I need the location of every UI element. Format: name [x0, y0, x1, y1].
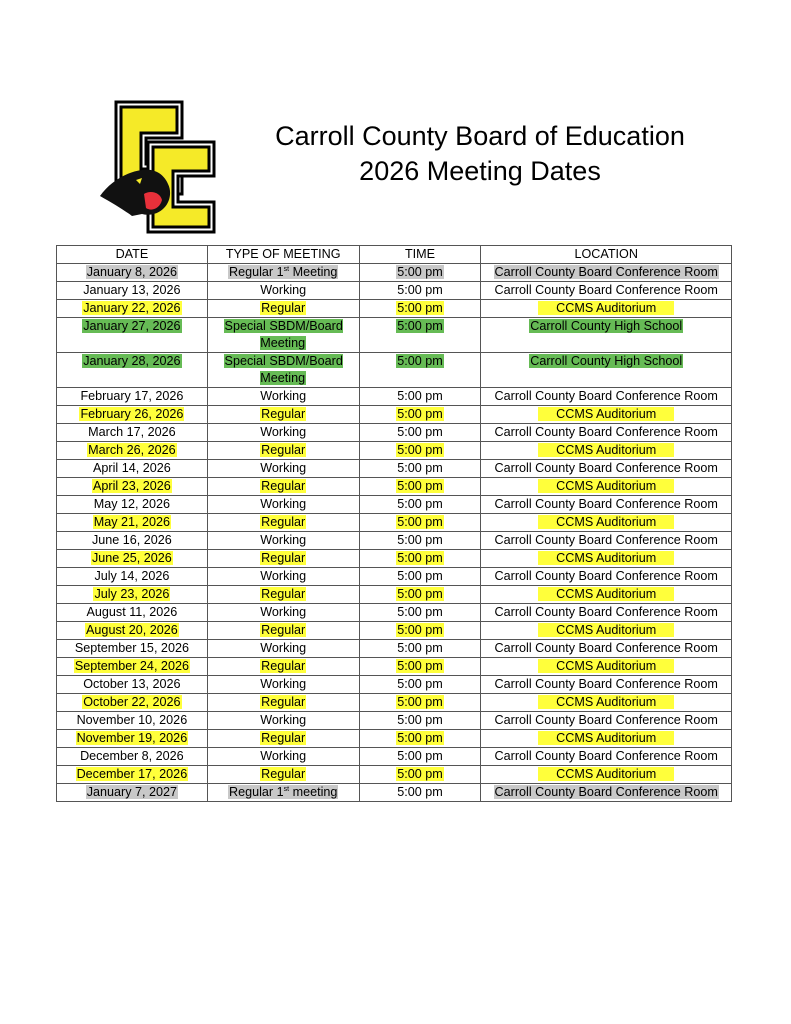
cell-date [57, 604, 208, 622]
type-text: Working [260, 497, 307, 511]
location-text: Carroll County Board Conference Room [494, 461, 718, 475]
time-text: 5:00 pm [397, 587, 443, 601]
cell-time [359, 406, 481, 424]
cell-date [57, 784, 208, 802]
cell-time [359, 730, 481, 748]
type-text: Working [260, 713, 307, 727]
cell-type [207, 388, 359, 406]
date-text: April 23, 2026 [93, 479, 171, 493]
date-text: January 7, 2027 [86, 785, 178, 799]
type-text: Working [260, 749, 307, 763]
location-text: Carroll County Board Conference Room [494, 605, 718, 619]
cell-date [57, 766, 208, 784]
location-text: CCMS Auditorium [538, 587, 674, 601]
cell-type [207, 766, 359, 784]
cell-type [207, 586, 359, 604]
date-text: May 21, 2026 [93, 515, 171, 529]
location-text: Carroll County Board Conference Room [494, 713, 718, 727]
cell-date [57, 730, 208, 748]
location-text: CCMS Auditorium [538, 551, 674, 565]
cell-type [207, 694, 359, 712]
cell-location [481, 478, 732, 496]
time-text: 5:00 pm [397, 497, 443, 511]
table-row [57, 388, 732, 406]
type-text: Regular [261, 695, 306, 709]
table-row [57, 730, 732, 748]
date-text: August 11, 2026 [86, 605, 178, 619]
cell-type [207, 442, 359, 460]
table-row [57, 658, 732, 676]
cell-type [207, 318, 359, 353]
time-text: 5:00 pm [397, 443, 443, 457]
cell-type [207, 622, 359, 640]
time-text: 5:00 pm [397, 283, 443, 297]
time-text: 5:00 pm [397, 659, 443, 673]
type-text: Regular [261, 623, 306, 637]
location-text: Carroll County Board Conference Room [494, 533, 718, 547]
cell-date [57, 550, 208, 568]
cell-type [207, 604, 359, 622]
location-text: Carroll County Board Conference Room [494, 785, 718, 799]
location-text: CCMS Auditorium [538, 659, 674, 673]
type-text: Regular [261, 479, 306, 493]
cell-time [359, 676, 481, 694]
time-text: 5:00 pm [397, 533, 443, 547]
cell-time [359, 766, 481, 784]
location-text: CCMS Auditorium [538, 767, 674, 781]
cell-time [359, 496, 481, 514]
cell-date [57, 282, 208, 300]
cell-date [57, 694, 208, 712]
date-text: December 8, 2026 [80, 749, 184, 763]
time-text: 5:00 pm [397, 265, 443, 279]
cell-date [57, 300, 208, 318]
location-text: CCMS Auditorium [538, 443, 674, 457]
title-line-2: 2026 Meeting Dates [359, 156, 601, 186]
location-text: CCMS Auditorium [538, 731, 674, 745]
location-text: CCMS Auditorium [538, 623, 674, 637]
date-text: January 8, 2026 [86, 265, 178, 279]
date-text: November 10, 2026 [76, 713, 188, 727]
type-text: Working [260, 533, 307, 547]
cell-location [481, 442, 732, 460]
table-row [57, 300, 732, 318]
table-row [57, 318, 732, 353]
type-text: Regular [261, 407, 306, 421]
cell-type [207, 730, 359, 748]
cell-date [57, 748, 208, 766]
location-text: Carroll County Board Conference Room [494, 569, 718, 583]
cell-time [359, 784, 481, 802]
cell-time [359, 550, 481, 568]
cell-type [207, 550, 359, 568]
type-text: Regular [261, 551, 306, 565]
location-text: CCMS Auditorium [538, 301, 674, 315]
location-text: CCMS Auditorium [538, 515, 674, 529]
table-row [57, 478, 732, 496]
date-text: April 14, 2026 [93, 461, 171, 475]
location-text: CCMS Auditorium [538, 695, 674, 709]
type-text: Working [260, 389, 307, 403]
date-text: March 26, 2026 [88, 443, 176, 457]
cell-type [207, 712, 359, 730]
cell-location [481, 766, 732, 784]
page-title [230, 119, 730, 189]
cell-location [481, 496, 732, 514]
cell-location [481, 282, 732, 300]
time-text: 5:00 pm [397, 354, 443, 368]
cell-location [481, 460, 732, 478]
cell-time [359, 424, 481, 442]
table-row [57, 784, 732, 802]
time-text: 5:00 pm [397, 767, 443, 781]
time-text: 5:00 pm [397, 641, 443, 655]
type-text: Working [260, 283, 307, 297]
location-text: Carroll County High School [530, 354, 683, 368]
time-text: 5:00 pm [397, 319, 443, 333]
time-text: 5:00 pm [397, 407, 443, 421]
date-text: July 23, 2026 [94, 587, 170, 601]
location-text: Carroll County High School [530, 319, 683, 333]
time-text: 5:00 pm [397, 623, 443, 637]
cell-location [481, 622, 732, 640]
cell-date [57, 514, 208, 532]
cell-time [359, 300, 481, 318]
cell-date [57, 353, 208, 388]
table-row [57, 353, 732, 388]
table-row [57, 586, 732, 604]
time-text: 5:00 pm [397, 551, 443, 565]
table-row [57, 568, 732, 586]
location-text: Carroll County Board Conference Room [494, 641, 718, 655]
cell-date [57, 478, 208, 496]
meeting-dates-table [56, 245, 732, 802]
table-row [57, 676, 732, 694]
type-text: Regular [261, 587, 306, 601]
table-row [57, 496, 732, 514]
type-text: Regular [261, 443, 306, 457]
time-text: 5:00 pm [397, 425, 443, 439]
time-text: 5:00 pm [397, 479, 443, 493]
cell-location [481, 640, 732, 658]
cell-location [481, 264, 732, 282]
cell-time [359, 388, 481, 406]
cell-type [207, 748, 359, 766]
location-text: Carroll County Board Conference Room [494, 389, 718, 403]
cell-time [359, 532, 481, 550]
table-row [57, 604, 732, 622]
column-header-time: TIME [359, 246, 481, 264]
cell-location [481, 318, 732, 353]
table-row [57, 460, 732, 478]
column-header-location: LOCATION [481, 246, 732, 264]
cell-date [57, 676, 208, 694]
type-text: Working [260, 425, 307, 439]
cell-type [207, 658, 359, 676]
cell-location [481, 676, 732, 694]
time-text: 5:00 pm [397, 695, 443, 709]
cell-time [359, 264, 481, 282]
cell-date [57, 568, 208, 586]
time-text: 5:00 pm [397, 461, 443, 475]
cell-location [481, 694, 732, 712]
date-text: November 19, 2026 [76, 731, 188, 745]
location-text: Carroll County Board Conference Room [494, 265, 718, 279]
cell-location [481, 532, 732, 550]
table-row [57, 694, 732, 712]
ordinal-suffix: st [283, 266, 290, 273]
location-text: CCMS Auditorium [538, 407, 674, 421]
cell-time [359, 568, 481, 586]
cell-type [207, 514, 359, 532]
title-line-1: Carroll County Board of Education [275, 121, 685, 151]
cell-type [207, 353, 359, 388]
date-text: January 13, 2026 [83, 283, 181, 297]
location-text: CCMS Auditorium [538, 479, 674, 493]
date-text: October 22, 2026 [83, 695, 181, 709]
cell-date [57, 658, 208, 676]
location-text: Carroll County Board Conference Room [494, 425, 718, 439]
cell-type [207, 282, 359, 300]
cell-date [57, 622, 208, 640]
time-text: 5:00 pm [397, 785, 443, 799]
cell-time [359, 318, 481, 353]
type-text: Special SBDM/Board Meeting [224, 319, 343, 350]
cell-date [57, 586, 208, 604]
cell-time [359, 694, 481, 712]
table-row [57, 532, 732, 550]
date-text: March 17, 2026 [88, 425, 176, 439]
table-row [57, 712, 732, 730]
cell-location [481, 658, 732, 676]
cell-time [359, 712, 481, 730]
cell-date [57, 640, 208, 658]
time-text: 5:00 pm [397, 569, 443, 583]
date-text: September 15, 2026 [74, 641, 189, 655]
location-text: Carroll County Board Conference Room [494, 497, 718, 511]
location-text: Carroll County Board Conference Room [494, 283, 718, 297]
cell-location [481, 353, 732, 388]
cell-date [57, 406, 208, 424]
type-text: Special SBDM/Board Meeting [224, 354, 343, 385]
cell-date [57, 460, 208, 478]
cell-time [359, 442, 481, 460]
cell-type [207, 264, 359, 282]
date-text: September 24, 2026 [74, 659, 189, 673]
table-row [57, 514, 732, 532]
type-text: Working [260, 677, 307, 691]
cell-type [207, 478, 359, 496]
cell-type [207, 460, 359, 478]
date-text: February 17, 2026 [80, 389, 184, 403]
cell-location [481, 514, 732, 532]
date-text: June 16, 2026 [91, 533, 172, 547]
cell-time [359, 514, 481, 532]
cell-time [359, 353, 481, 388]
date-text: January 27, 2026 [83, 319, 181, 333]
cell-location [481, 388, 732, 406]
type-text: Working [260, 641, 307, 655]
cell-time [359, 622, 481, 640]
table-row [57, 282, 732, 300]
type-text: Working [260, 569, 307, 583]
date-text: January 22, 2026 [83, 301, 181, 315]
table-row [57, 442, 732, 460]
carroll-county-logo [96, 98, 220, 236]
cell-location [481, 712, 732, 730]
time-text: 5:00 pm [397, 731, 443, 745]
cell-type [207, 676, 359, 694]
cell-type [207, 406, 359, 424]
type-text: Regular 1st Meeting [229, 265, 338, 279]
cell-type [207, 496, 359, 514]
cell-type [207, 300, 359, 318]
cell-location [481, 604, 732, 622]
time-text: 5:00 pm [397, 677, 443, 691]
date-text: January 28, 2026 [83, 354, 181, 368]
type-text: Working [260, 461, 307, 475]
cell-date [57, 712, 208, 730]
location-text: Carroll County Board Conference Room [494, 677, 718, 691]
table-row [57, 406, 732, 424]
type-text: Regular [261, 659, 306, 673]
date-text: December 17, 2026 [76, 767, 188, 781]
cell-time [359, 604, 481, 622]
type-text: Regular [261, 301, 306, 315]
table-row [57, 640, 732, 658]
time-text: 5:00 pm [397, 301, 443, 315]
type-text: Regular [261, 767, 306, 781]
table-row [57, 766, 732, 784]
cell-date [57, 442, 208, 460]
table-row [57, 748, 732, 766]
cell-time [359, 282, 481, 300]
date-text: July 14, 2026 [94, 569, 170, 583]
cell-time [359, 478, 481, 496]
type-text: Regular 1st meeting [229, 785, 338, 799]
cell-time [359, 640, 481, 658]
cell-location [481, 406, 732, 424]
time-text: 5:00 pm [397, 713, 443, 727]
cell-location [481, 300, 732, 318]
cell-date [57, 318, 208, 353]
cell-location [481, 730, 732, 748]
date-text: August 20, 2026 [86, 623, 178, 637]
table-row [57, 424, 732, 442]
cell-time [359, 586, 481, 604]
table-row [57, 550, 732, 568]
table-header-row [57, 246, 732, 264]
cell-location [481, 784, 732, 802]
cell-time [359, 460, 481, 478]
date-text: October 13, 2026 [83, 677, 181, 691]
table-row [57, 264, 732, 282]
cell-date [57, 496, 208, 514]
cell-time [359, 658, 481, 676]
cell-type [207, 568, 359, 586]
date-text: June 25, 2026 [91, 551, 172, 565]
time-text: 5:00 pm [397, 749, 443, 763]
type-text: Regular [261, 731, 306, 745]
time-text: 5:00 pm [397, 389, 443, 403]
column-header-type: TYPE OF MEETING [207, 246, 359, 264]
cell-location [481, 586, 732, 604]
cell-date [57, 388, 208, 406]
table-row [57, 622, 732, 640]
cell-type [207, 784, 359, 802]
cell-date [57, 424, 208, 442]
type-text: Working [260, 605, 307, 619]
cell-date [57, 264, 208, 282]
cell-location [481, 424, 732, 442]
cell-time [359, 748, 481, 766]
date-text: May 12, 2026 [93, 497, 171, 511]
cell-date [57, 532, 208, 550]
column-header-date: DATE [57, 246, 208, 264]
cell-type [207, 424, 359, 442]
time-text: 5:00 pm [397, 605, 443, 619]
cell-location [481, 748, 732, 766]
ordinal-suffix: st [283, 786, 290, 793]
cell-type [207, 640, 359, 658]
type-text: Regular [261, 515, 306, 529]
location-text: Carroll County Board Conference Room [494, 749, 718, 763]
cell-type [207, 532, 359, 550]
date-text: February 26, 2026 [80, 407, 184, 421]
cell-location [481, 550, 732, 568]
time-text: 5:00 pm [397, 515, 443, 529]
cell-location [481, 568, 732, 586]
